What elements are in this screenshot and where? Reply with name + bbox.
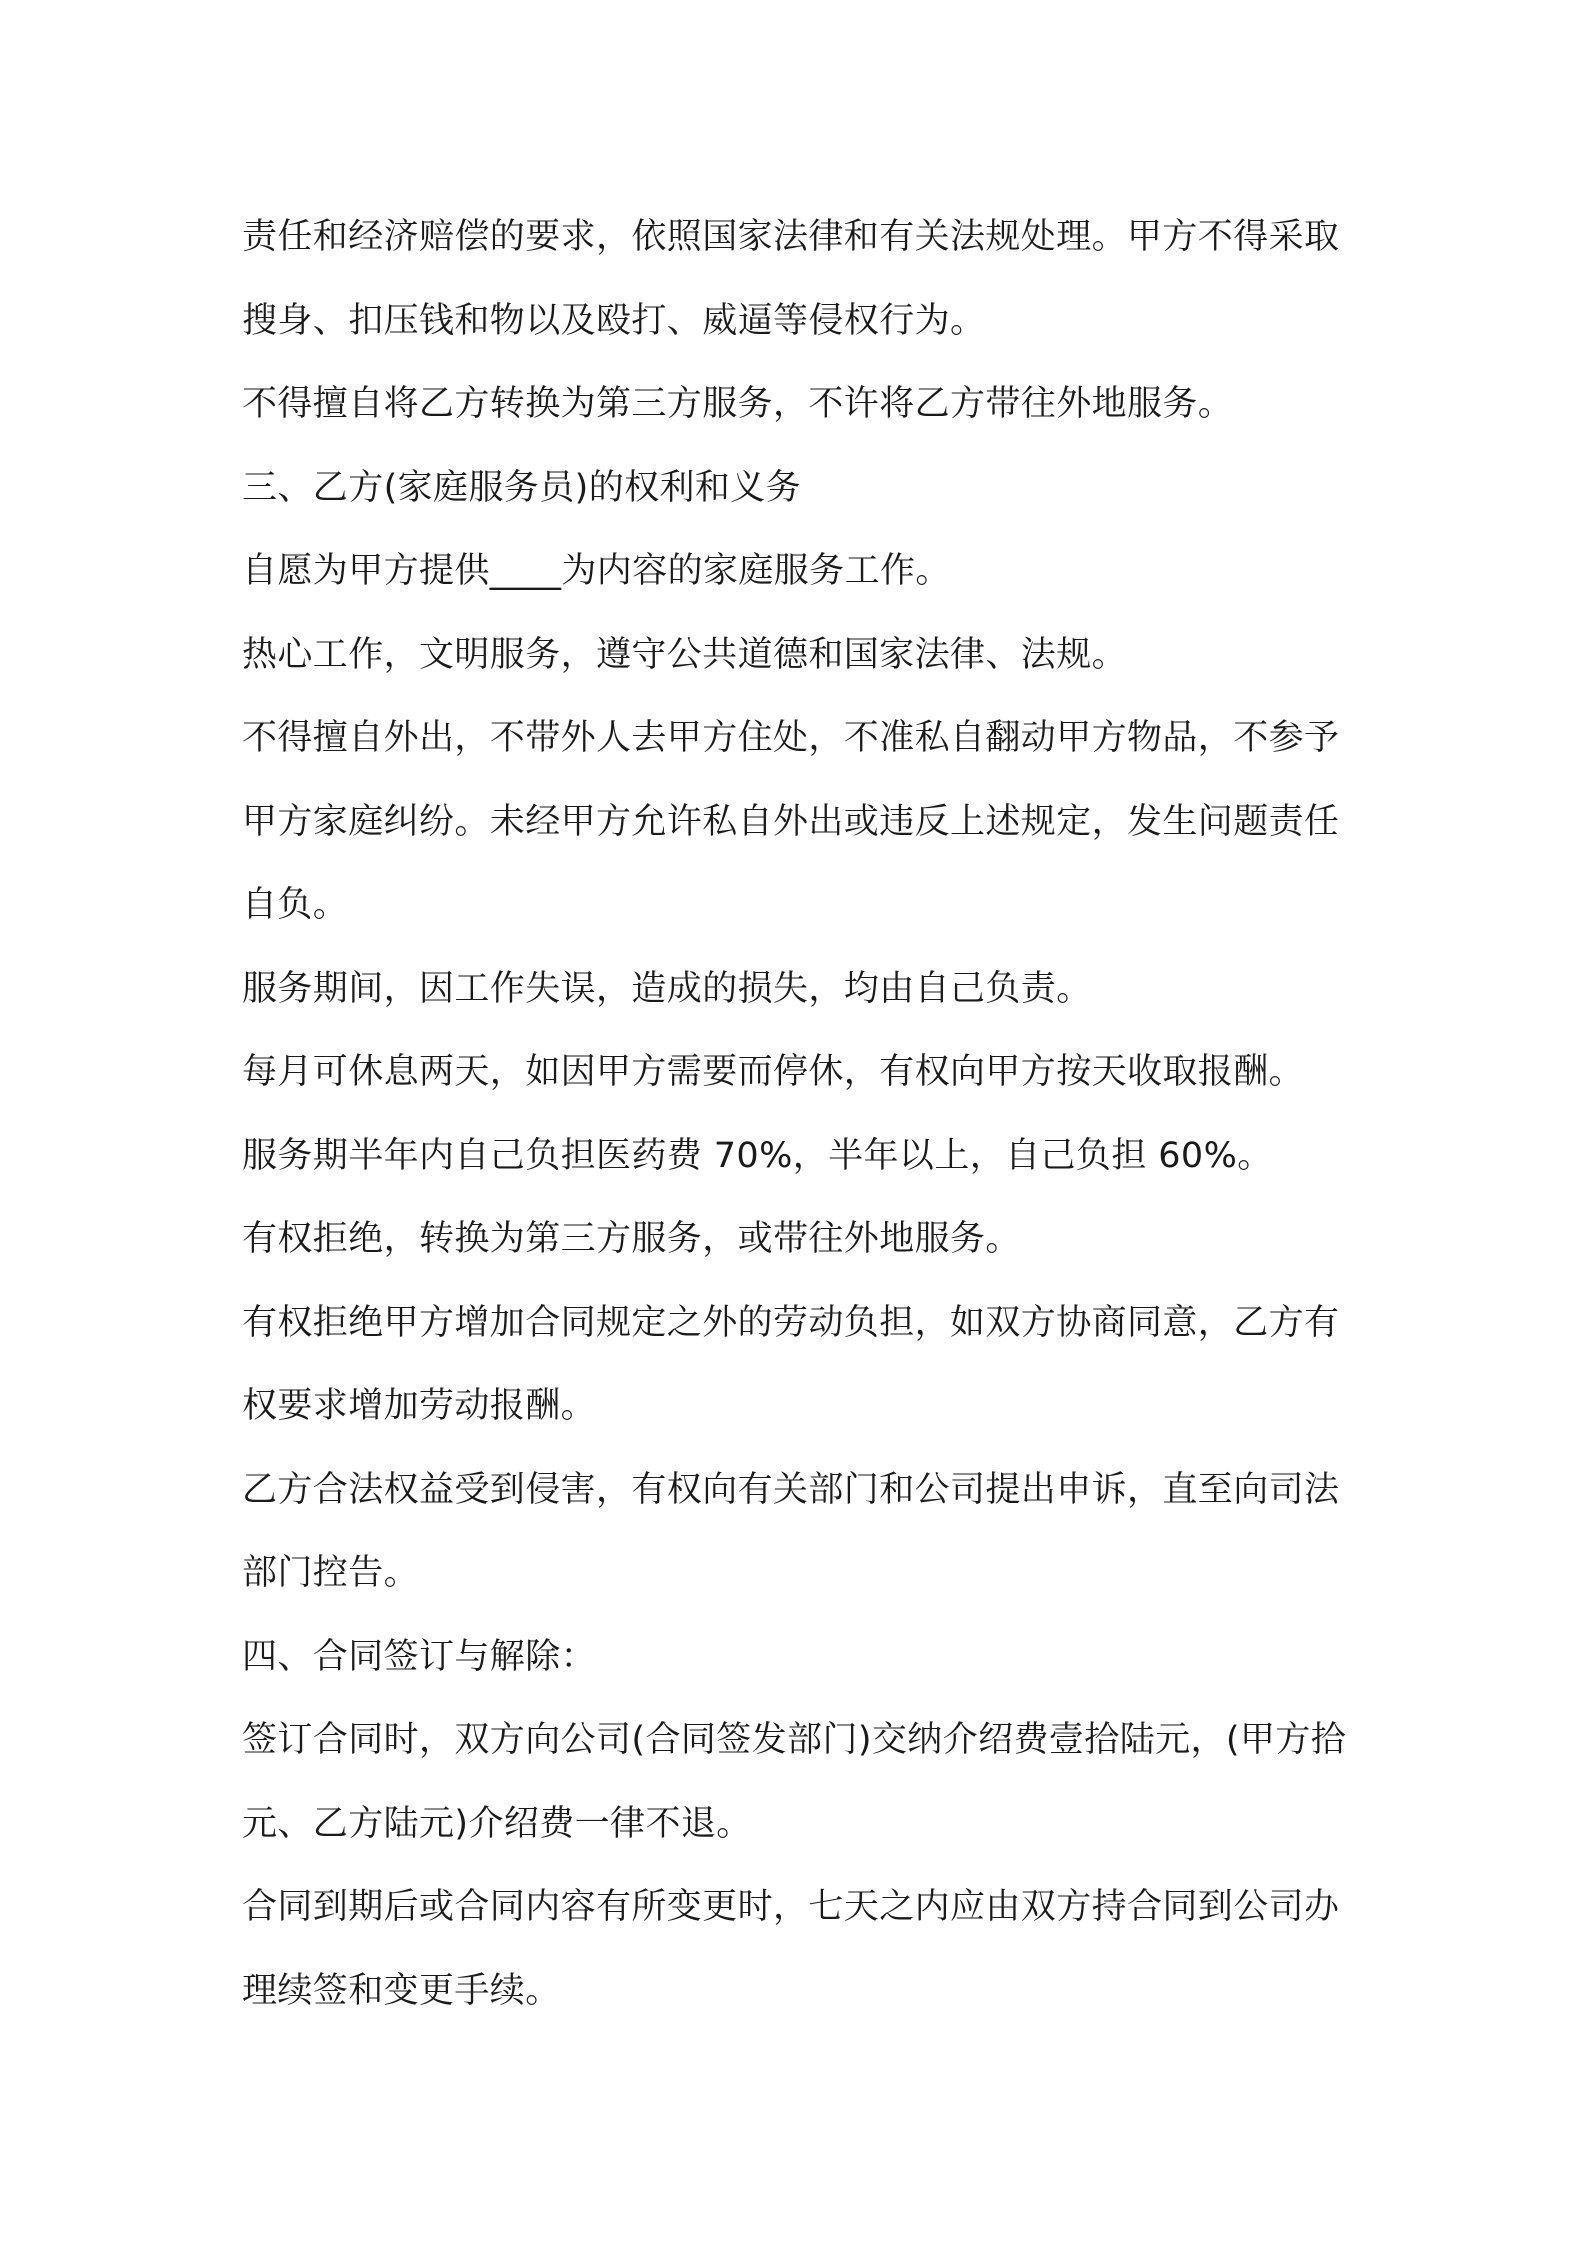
paragraph-service-content: 自愿为甲方提供____为内容的家庭服务工作。 [242, 551, 951, 591]
paragraph-loss-responsibility: 服务期间，因工作失误，造成的损失，均由自己负责。 [242, 968, 1092, 1009]
section-heading-4: 四、合同签订与解除： [242, 1636, 597, 1677]
paragraph-medical-expenses: 服务期半年内自己负担医药费 70%，半年以上，自己负担 60%。 [242, 1135, 1273, 1176]
paragraph-extra-labor: 有权拒绝甲方增加合同规定之外的劳动负担，如双方协商同意，乙方有权要求增加劳动报酬。 [242, 1302, 1340, 1426]
document-body [242, 196, 1362, 2033]
paragraph-no-transfer: 不得擅自将乙方转换为第三方服务，不许将乙方带往外地服务。 [242, 384, 1234, 424]
paragraph-work-attitude: 热心工作，文明服务，遵守公共道德和国家法律、法规。 [242, 634, 1128, 675]
paragraph-compensation-handling: 责任和经济赔偿的要求，依照国家法律和有关法规处理。甲方不得采取搜身、扣压钱和物以及殴打、威逼等侵权行为。 [242, 217, 1340, 341]
paragraph-right-to-refuse: 有权拒绝，转换为第三方服务，或带往外地服务。 [242, 1219, 1021, 1259]
paragraph-introduction-fee: 签订合同时，双方向公司(合同签发部门)交纳介绍费壹拾陆元，(甲方拾元、乙方陆元)介绍费一律不退。 [242, 1720, 1347, 1844]
paragraph-conduct-rules: 不得擅自外出，不带外人去甲方住处，不准私自翻动甲方物品，不参予甲方家庭纠纷。未经甲方允许私自外出或违反上述规定，发生问题责任自负。 [242, 718, 1340, 925]
paragraph-rest-days: 每月可休息两天，如因甲方需要而停休，有权向甲方按天收取报酬。 [242, 1052, 1305, 1092]
paragraph-legal-rights: 乙方合法权益受到侵害，有权向有关部门和公司提出申诉，直至向司法部门控告。 [242, 1469, 1340, 1593]
paragraph-renewal: 合同到期后或合同内容有所变更时，七天之内应由双方持合同到公司办理续签和变更手续。 [242, 1887, 1340, 2011]
section-heading-3: 三、乙方(家庭服务员)的权利和义务 [242, 467, 802, 508]
